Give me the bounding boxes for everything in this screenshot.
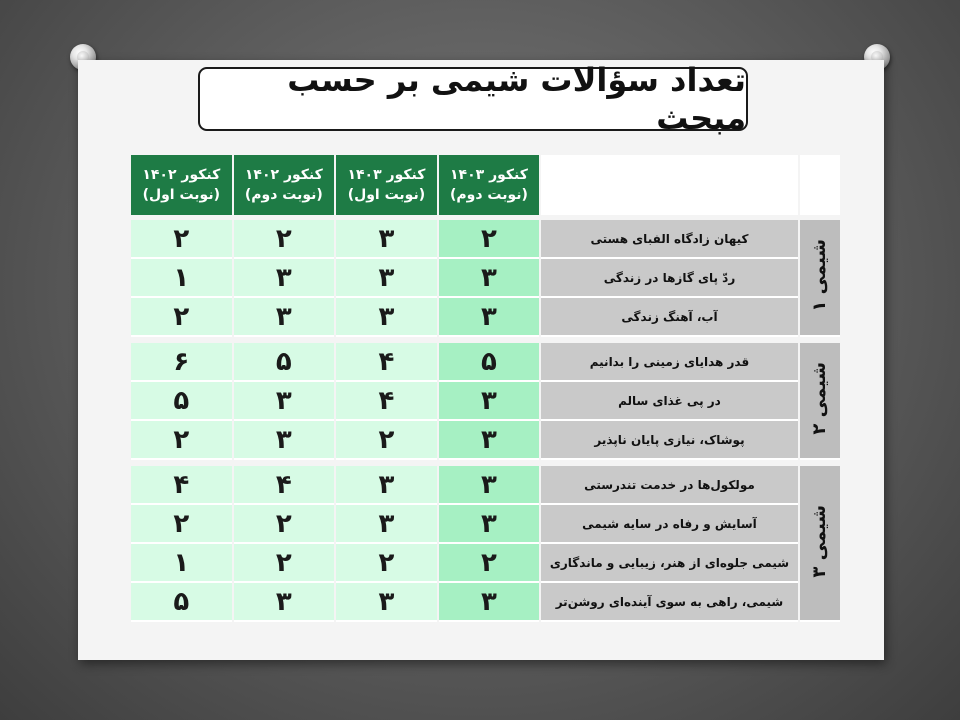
- chapter-label: شیمی ۱: [809, 239, 831, 312]
- question-count-cell: ۲: [234, 505, 335, 544]
- table-row: [131, 544, 840, 583]
- header-round-label: (نوبت اول): [142, 187, 220, 203]
- header-exam-label: کنکور ۱۴۰۳: [450, 167, 528, 183]
- header-konkur-1402-first: [131, 155, 232, 215]
- question-count-cell: ۳: [234, 583, 335, 622]
- question-count-cell: ۳: [336, 466, 437, 505]
- topic-cell: پوشاک، نیازی پایان ناپذیر: [541, 421, 797, 460]
- question-count-cell: ۲: [336, 544, 437, 583]
- question-count-cell: ۶: [131, 343, 232, 382]
- question-count-cell: ۳: [336, 583, 437, 622]
- topic-cell: آب، آهنگ زندگی: [541, 298, 797, 337]
- question-count-cell: ۳: [234, 259, 335, 298]
- question-count-cell: ۲: [234, 220, 335, 259]
- chapter-cell: [800, 220, 840, 337]
- header-exam-label: کنکور ۱۴۰۳: [347, 167, 426, 183]
- topic-cell: مولکول‌ها در خدمت تندرستی: [541, 466, 797, 505]
- question-count-cell: ۲: [439, 220, 540, 259]
- chapter-label: شیمی ۳: [809, 504, 831, 578]
- header-topic-blank: [541, 155, 797, 215]
- question-count-cell: ۳: [234, 382, 335, 421]
- header-konkur-1402-second: [234, 155, 335, 215]
- question-count-cell: ۳: [336, 298, 437, 337]
- topic-cell: ردّ پای گازها در زندگی: [541, 259, 797, 298]
- question-count-cell: ۲: [131, 421, 232, 460]
- header-chapter-blank: [800, 155, 840, 215]
- question-count-cell: ۳: [439, 382, 540, 421]
- slide-title: تعداد سؤالات شیمی بر حسب مبحث: [287, 61, 746, 137]
- question-count-cell: ۱: [131, 544, 232, 583]
- question-count-cell: ۵: [234, 343, 335, 382]
- question-count-cell: ۳: [439, 298, 540, 337]
- topic-cell: شیمی جلوه‌ای از هنر، زیبایی و ماندگاری: [541, 544, 797, 583]
- table-row: [131, 382, 840, 421]
- topic-cell: قدر هدایای زمینی را بدانیم: [541, 343, 797, 382]
- header-round-label: (نوبت دوم): [450, 187, 528, 203]
- question-count-cell: ۲: [131, 298, 232, 337]
- question-count-cell: ۳: [234, 421, 335, 460]
- header-konkur-1403-first: [336, 155, 437, 215]
- question-count-cell: ۵: [131, 583, 232, 622]
- table-row: [131, 583, 840, 622]
- table-row: [131, 220, 840, 259]
- question-count-cell: ۲: [439, 544, 540, 583]
- chapter-label: شیمی ۲: [809, 362, 831, 435]
- question-count-cell: ۵: [131, 382, 232, 421]
- question-count-cell: ۳: [439, 505, 540, 544]
- title-box: [198, 61, 748, 137]
- question-count-cell: ۵: [439, 343, 540, 382]
- header-exam-label: کنکور ۱۴۰۲: [244, 167, 323, 183]
- header-row: [131, 155, 840, 215]
- table-row: [131, 505, 840, 544]
- header-round-label: (نوبت اول): [347, 187, 426, 203]
- question-count-cell: ۴: [234, 466, 335, 505]
- question-count-cell: ۲: [336, 421, 437, 460]
- question-count-cell: ۲: [131, 505, 232, 544]
- question-count-cell: ۳: [439, 583, 540, 622]
- header-round-label: (نوبت دوم): [244, 187, 323, 203]
- question-count-cell: ۳: [234, 298, 335, 337]
- chapter-cell: [800, 343, 840, 460]
- table-row: [131, 343, 840, 382]
- table-row: [131, 421, 840, 460]
- question-count-cell: ۳: [439, 421, 540, 460]
- topic-cell: در پی غذای سالم: [541, 382, 797, 421]
- question-count-cell: ۳: [336, 505, 437, 544]
- topic-cell: شیمی، راهی به سوی آینده‌ای روشن‌تر: [541, 583, 797, 622]
- question-count-cell: ۴: [336, 382, 437, 421]
- question-count-cell: ۳: [439, 466, 540, 505]
- question-count-cell: ۳: [336, 220, 437, 259]
- table-row: [131, 259, 840, 298]
- question-count-cell: ۳: [336, 259, 437, 298]
- table-row: [131, 298, 840, 337]
- question-count-cell: ۱: [131, 259, 232, 298]
- header-konkur-1403-second: [439, 155, 540, 215]
- topic-cell: آسایش و رفاه در سایه شیمی: [541, 505, 797, 544]
- question-count-cell: ۳: [439, 259, 540, 298]
- question-count-cell: ۴: [336, 343, 437, 382]
- question-count-cell: ۲: [131, 220, 232, 259]
- question-count-cell: ۲: [234, 544, 335, 583]
- question-count-cell: ۴: [131, 466, 232, 505]
- chemistry-questions-table: [129, 155, 842, 622]
- table-row: [131, 466, 840, 505]
- chapter-cell: [800, 466, 840, 622]
- topic-cell: کیهان زادگاه الفبای هستی: [541, 220, 797, 259]
- header-exam-label: کنکور ۱۴۰۲: [142, 167, 221, 183]
